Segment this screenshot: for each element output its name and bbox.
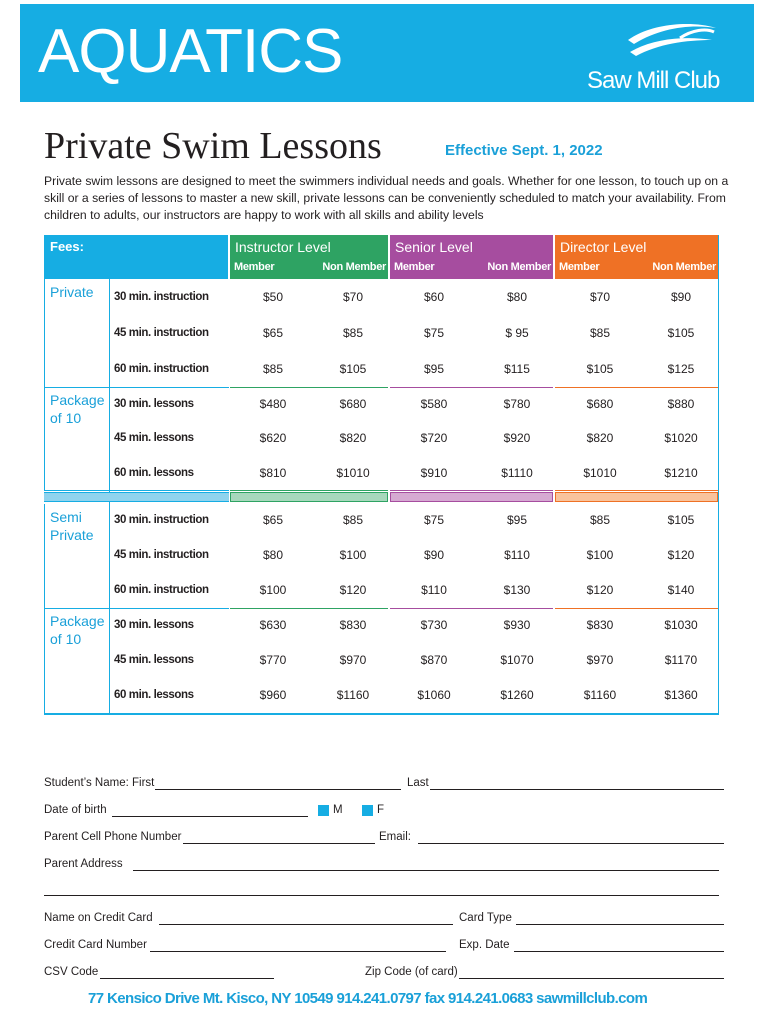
price-cell: $1030 xyxy=(664,618,698,632)
level-header-0 xyxy=(230,235,388,279)
row-description: 30 min. lessons xyxy=(114,619,194,631)
price-cell: $120 xyxy=(667,548,695,562)
price-cell: $930 xyxy=(503,618,531,632)
price-cell: $100 xyxy=(339,548,367,562)
row-description: 60 min. lessons xyxy=(114,689,194,701)
price-cell: $970 xyxy=(339,653,367,667)
female-label: F xyxy=(377,804,385,816)
left-border-top xyxy=(44,279,45,490)
section-label: Package of 10 xyxy=(50,392,105,426)
section-label: Semi Private xyxy=(50,509,94,543)
price-cell: $1070 xyxy=(500,653,534,667)
price-cell: $105 xyxy=(667,513,695,527)
price-cell: $830 xyxy=(339,618,367,632)
row-description: 60 min. instruction xyxy=(114,363,209,375)
price-cell: $1060 xyxy=(417,688,451,702)
price-cell: $115 xyxy=(504,362,530,376)
price-cell: $75 xyxy=(423,326,445,340)
separator-band xyxy=(230,492,388,502)
student-first-label: Student’s Name: First xyxy=(44,777,155,789)
level-header-1 xyxy=(390,235,553,279)
price-cell: $580 xyxy=(420,397,448,411)
price-cell: $105 xyxy=(667,326,695,340)
section-divider xyxy=(44,490,229,491)
logo-text: Saw Mill Club xyxy=(587,67,720,94)
right-border xyxy=(718,235,719,714)
price-cell: $95 xyxy=(423,362,445,376)
price-cell: $65 xyxy=(262,326,284,340)
price-cell: $1160 xyxy=(336,688,370,702)
price-cell: $910 xyxy=(420,466,448,480)
last-name-field[interactable] xyxy=(430,789,724,790)
section-divider xyxy=(230,490,388,491)
price-cell: $100 xyxy=(259,583,287,597)
card-type-label: Card Type xyxy=(459,912,512,924)
price-cell: $1010 xyxy=(336,466,370,480)
parent-cell-field[interactable] xyxy=(183,843,375,844)
row-description: 30 min. lessons xyxy=(114,398,194,410)
price-cell: $80 xyxy=(262,548,284,562)
price-cell: $960 xyxy=(259,688,287,702)
price-cell: $480 xyxy=(259,397,287,411)
section-divider xyxy=(230,608,388,609)
page-title: Private Swim Lessons xyxy=(44,125,382,167)
section-divider xyxy=(555,490,718,491)
price-cell: $ 95 xyxy=(505,326,529,340)
footer-contact: 77 Kensico Drive Mt. Kisco, NY 10549 914.241.0797 fax 914.241.0683 sawmillclub.com xyxy=(88,990,648,1007)
row-description: 45 min. lessons xyxy=(114,432,194,444)
price-cell: $730 xyxy=(420,618,448,632)
separator-band xyxy=(44,492,229,502)
price-cell: $125 xyxy=(667,362,695,376)
price-cell: $130 xyxy=(503,583,531,597)
dob-field[interactable] xyxy=(112,816,308,817)
intro-paragraph: Private swim lessons are designed to meet the swimmers individual needs and goals. Whether for one lesson, to touch up on a skill or a series of lessons to master a new skill, private lessons can be conveniently scheduled to match your availability. From children to adults, our instructors are happy to work with all skills and ability levels xyxy=(44,174,729,222)
price-cell: $85 xyxy=(342,513,364,527)
cc-name-label: Name on Credit Card xyxy=(44,912,153,924)
price-cell: $95 xyxy=(506,513,528,527)
effective-date: Effective Sept. 1, 2022 xyxy=(445,142,603,159)
price-cell: $970 xyxy=(586,653,614,667)
level-name: Instructor Level xyxy=(235,239,331,255)
section-divider xyxy=(390,608,553,609)
price-cell: $85 xyxy=(342,326,364,340)
price-cell: $810 xyxy=(259,466,287,480)
price-cell: $830 xyxy=(586,618,614,632)
separator-band xyxy=(555,492,718,502)
row-description: 45 min. lessons xyxy=(114,654,194,666)
section-divider xyxy=(230,387,388,388)
nonmember-col-label: Non Member xyxy=(322,261,386,273)
exp-date-label: Exp. Date xyxy=(459,939,510,951)
parent-cell-label: Parent Cell Phone Number xyxy=(44,831,182,843)
price-cell: $780 xyxy=(503,397,531,411)
cc-number-label: Credit Card Number xyxy=(44,939,147,951)
price-cell: $105 xyxy=(339,362,367,376)
price-cell: $90 xyxy=(423,548,445,562)
section-label: Private xyxy=(50,284,94,300)
member-col-label: Member xyxy=(394,261,435,273)
price-cell: $110 xyxy=(421,583,447,597)
row-description: 45 min. instruction xyxy=(114,549,209,561)
price-cell: $680 xyxy=(339,397,367,411)
csv-label: CSV Code xyxy=(44,966,99,978)
cc-number-field[interactable] xyxy=(150,951,446,952)
section-label: Package of 10 xyxy=(50,613,105,647)
price-cell: $770 xyxy=(259,653,287,667)
price-cell: $1160 xyxy=(583,688,617,702)
row-description: 45 min. instruction xyxy=(114,327,209,339)
email-field[interactable] xyxy=(418,843,724,844)
level-name: Senior Level xyxy=(395,239,473,255)
member-col-label: Member xyxy=(559,261,600,273)
price-cell: $105 xyxy=(586,362,614,376)
price-cell: $50 xyxy=(262,290,284,304)
price-cell: $140 xyxy=(667,583,695,597)
banner-title: AQUATICS xyxy=(38,17,343,86)
separator-band xyxy=(390,492,553,502)
table-bottom-border xyxy=(44,713,719,715)
swimmer-logo-icon xyxy=(620,18,720,68)
row-description: 30 min. instruction xyxy=(114,291,209,303)
section-divider xyxy=(555,608,718,609)
price-cell: $720 xyxy=(420,431,448,445)
price-cell: $80 xyxy=(506,290,528,304)
price-cell: $85 xyxy=(262,362,284,376)
nonmember-col-label: Non Member xyxy=(652,261,716,273)
price-cell: $90 xyxy=(670,290,692,304)
female-checkbox[interactable] xyxy=(362,805,373,816)
level-header-2 xyxy=(555,235,718,279)
price-cell: $620 xyxy=(259,431,287,445)
price-cell: $880 xyxy=(667,397,695,411)
parent-address-line2[interactable] xyxy=(44,895,719,896)
price-cell: $630 xyxy=(259,618,287,632)
section-divider xyxy=(555,387,718,388)
price-cell: $920 xyxy=(503,431,531,445)
row-description: 60 min. instruction xyxy=(114,584,209,596)
card-type-field[interactable] xyxy=(516,924,724,925)
row-description: 60 min. lessons xyxy=(114,467,194,479)
price-cell: $85 xyxy=(589,326,611,340)
email-label: Email: xyxy=(379,831,411,843)
price-cell: $110 xyxy=(504,548,530,562)
price-cell: $100 xyxy=(586,548,614,562)
price-cell: $820 xyxy=(586,431,614,445)
last-name-label: Last xyxy=(407,777,429,789)
parent-address-field[interactable] xyxy=(133,870,719,871)
csv-field[interactable] xyxy=(100,978,274,979)
level-name: Director Level xyxy=(560,239,647,255)
section-divider xyxy=(390,490,553,491)
price-cell: $870 xyxy=(420,653,448,667)
section-divider xyxy=(44,608,229,609)
price-cell: $85 xyxy=(589,513,611,527)
price-cell: $75 xyxy=(423,513,445,527)
student-first-field[interactable] xyxy=(155,789,401,790)
male-label: M xyxy=(333,804,343,816)
section-divider xyxy=(390,387,553,388)
price-cell: $65 xyxy=(262,513,284,527)
price-cell: $70 xyxy=(342,290,364,304)
price-cell: $1360 xyxy=(664,688,698,702)
price-cell: $60 xyxy=(423,290,445,304)
parent-address-label: Parent Address xyxy=(44,858,123,870)
price-cell: $820 xyxy=(339,431,367,445)
price-cell: $1170 xyxy=(664,653,698,667)
price-cell: $120 xyxy=(339,583,367,597)
zip-label: Zip Code (of card) xyxy=(365,966,458,978)
price-cell: $70 xyxy=(589,290,611,304)
zip-field[interactable] xyxy=(459,978,724,979)
member-col-label: Member xyxy=(234,261,275,273)
cc-name-field[interactable] xyxy=(159,924,453,925)
price-cell: $1210 xyxy=(664,466,698,480)
exp-date-field[interactable] xyxy=(514,951,724,952)
nonmember-col-label: Non Member xyxy=(487,261,551,273)
fees-label: Fees: xyxy=(50,239,84,254)
left-border-bottom xyxy=(44,504,45,714)
section-divider xyxy=(44,387,229,388)
row-description: 30 min. instruction xyxy=(114,514,209,526)
price-cell: $680 xyxy=(586,397,614,411)
price-cell: $120 xyxy=(586,583,614,597)
price-cell: $1110 xyxy=(501,466,533,480)
dob-label: Date of birth xyxy=(44,804,107,816)
price-cell: $1260 xyxy=(500,688,534,702)
male-checkbox[interactable] xyxy=(318,805,329,816)
price-cell: $1010 xyxy=(583,466,617,480)
price-cell: $1020 xyxy=(664,431,698,445)
